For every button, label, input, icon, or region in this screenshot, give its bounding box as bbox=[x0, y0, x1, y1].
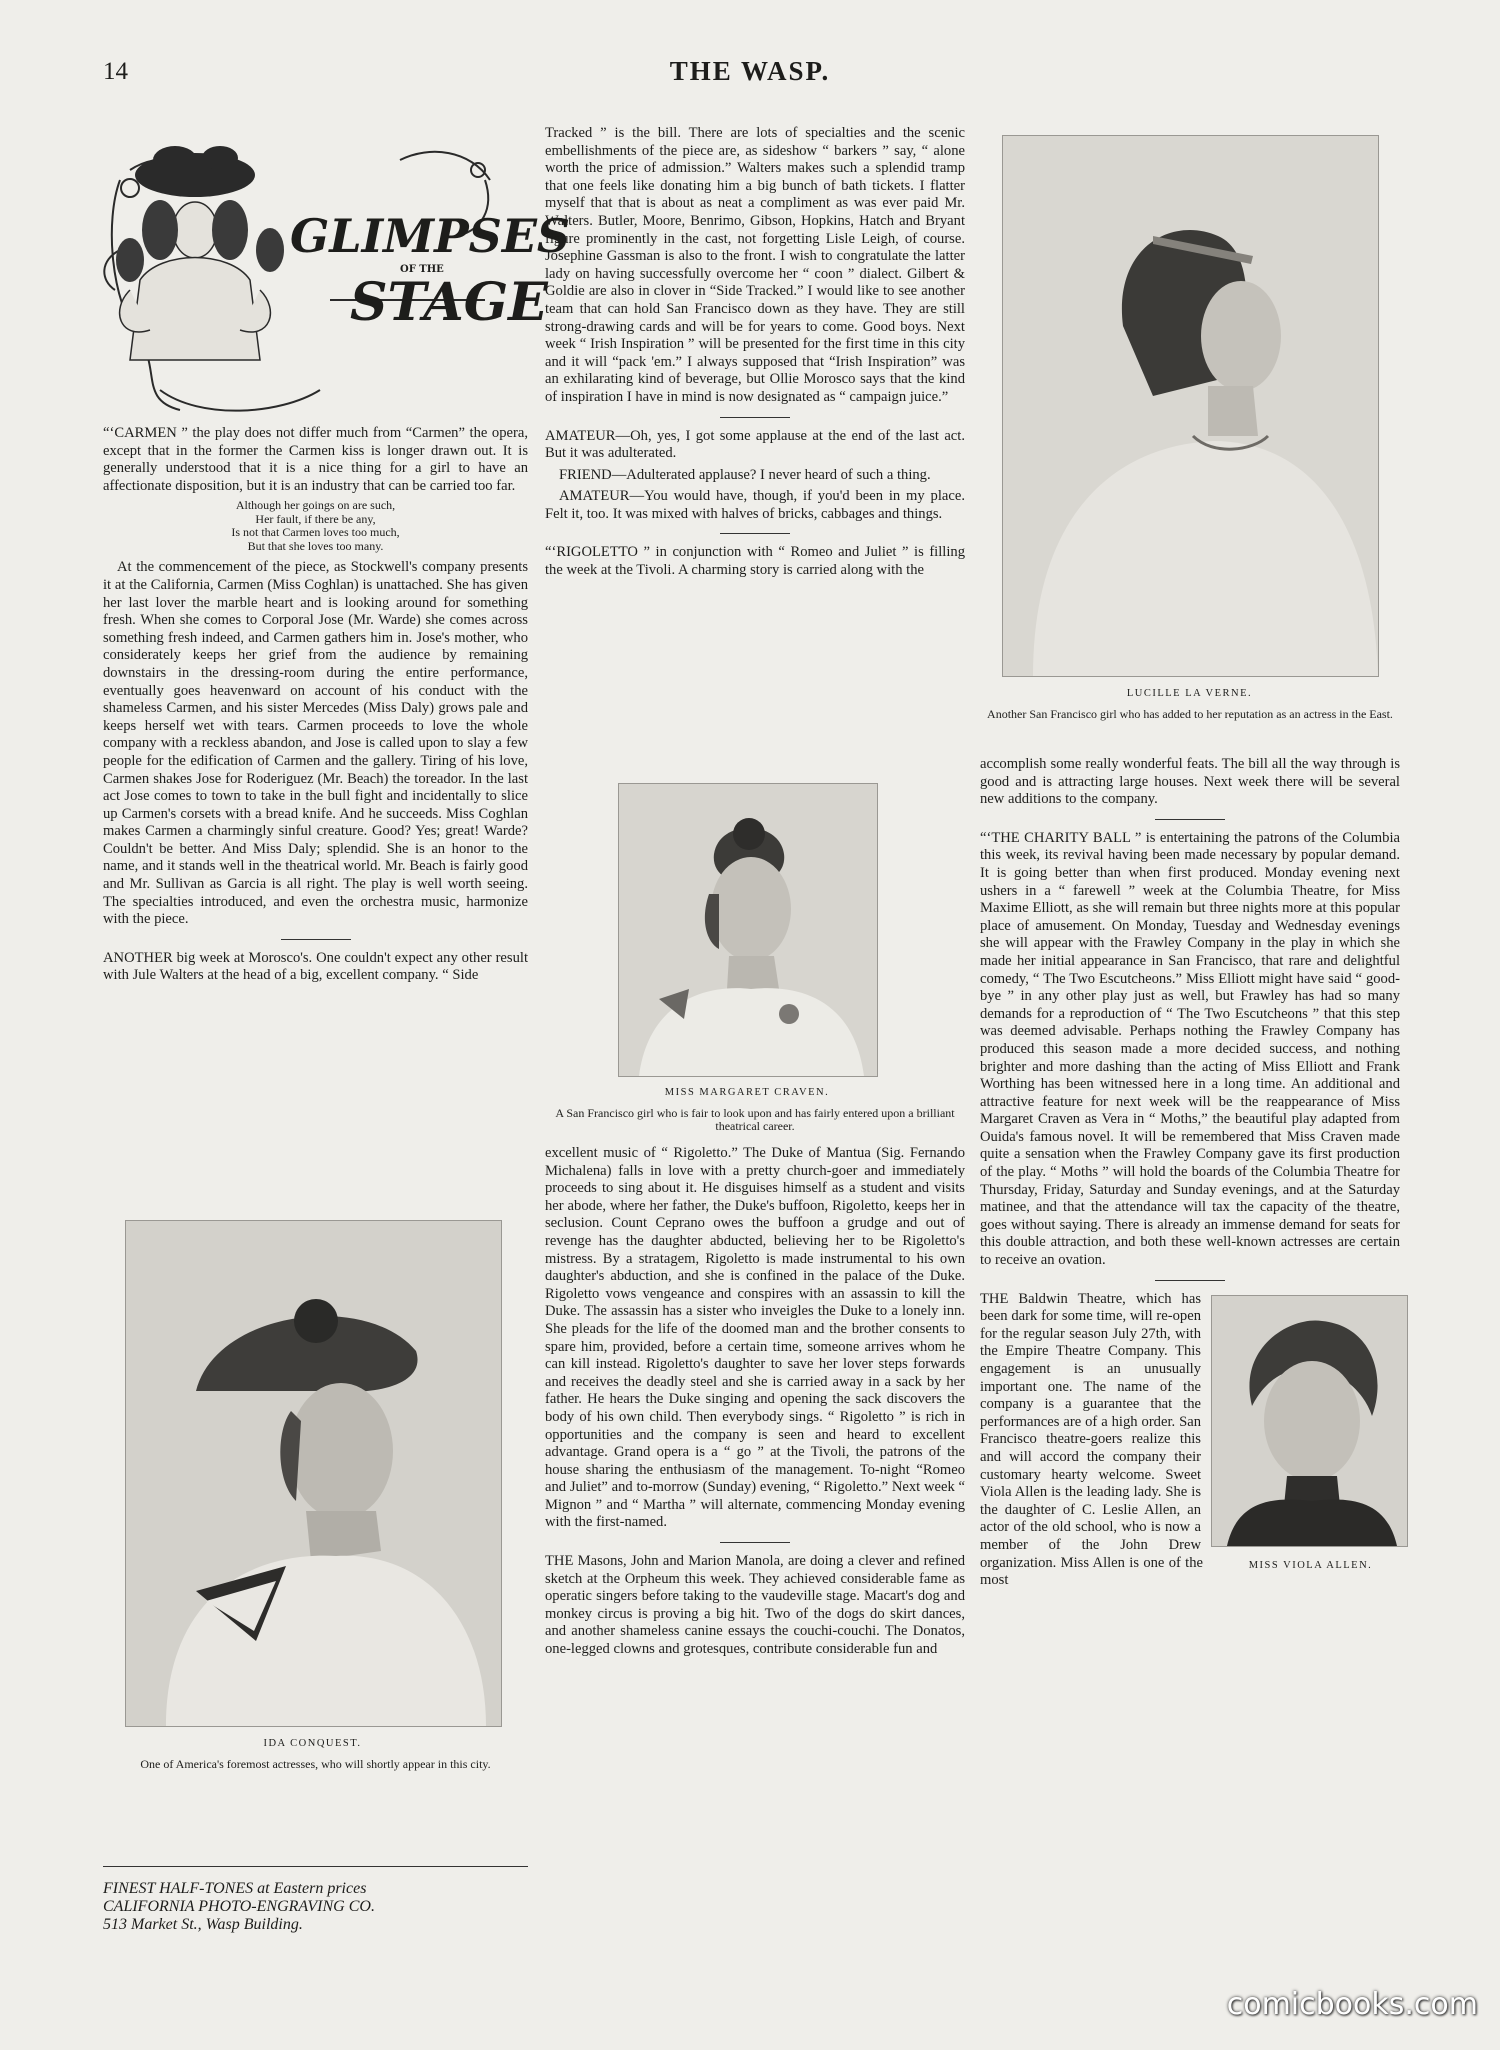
amateur-dialogue-2: AMATEUR—You would have, though, if you'd been in my place. Felt it, too. It was mixed with halves of bricks, cabbages and things. bbox=[545, 488, 965, 522]
section-divider bbox=[720, 417, 790, 418]
amateur-dialogue-1: AMATEUR—Oh, yes, I got some applause at the end of the last act. But it was adulterated. bbox=[545, 427, 965, 462]
section-divider bbox=[1155, 819, 1225, 820]
advertisement bbox=[103, 1880, 528, 1934]
morosco-paragraph: ANOTHER big week at Morosco's. One couldn't expect any other result with Jule Walters at the head of a big, excellent company. “ Side bbox=[103, 949, 528, 984]
photo-caption-name: MISS MARGARET CRAVEN. bbox=[664, 1087, 830, 1098]
section-divider bbox=[720, 1542, 790, 1543]
carmen-paragraph-2: At the commencement of the piece, as Stockwell's company presents it at the California, Carmen (Miss Coghlan) is unattached. She has given her last lover the marble heart and is looking around for something fresh. When she comes to Corporal Jose (Mr. Warde) she comes across something fresh indeed, and Carmen gathers him in. Jose's mother, who considerately keeps her grief from the audience by remaining downstairs in the dressing-room during the entire performance, eventually goes heavenward on account of his conduct with the shameless Carmen, and his sister Mercedes (Miss Daly) grows pale and keeps herself wet with tears. Carmen proceeds to love the whole company with a reckless abandon, and Jose is called upon to slay a few people for the edification of Carmen and the gallery. Tiring of his love, Carmen shakes Jose for Roderiguez (Mr. Beach) the toreador. In the last act Jose comes to town to take in the bull fight and incidentally to slice up Carmen's corsets with a bread knife. And he succeeds. Miss Coghlan makes Carmen a charmingly sinful creature. Good? Yes; great! Warde? Couldn't be better. And Miss Daly; splendid. She is an honor to the name, and it stands well in the theatrical world. Mr. Beach is fairly good and Mr. Sullivan as Garcia is all right. The play is well worth seeing. The specialties introduced, and even the orchestra music, harmonize with the piece. bbox=[103, 559, 528, 928]
section-divider bbox=[720, 533, 790, 534]
watermark: comicbooks.com bbox=[1226, 1987, 1478, 2022]
photo-caption-name: IDA CONQUEST. bbox=[263, 1738, 362, 1749]
page-number: 14 bbox=[103, 58, 128, 85]
title-stage: STAGE bbox=[350, 272, 548, 333]
section-divider bbox=[281, 939, 351, 940]
column-2-bottom bbox=[545, 1145, 965, 1663]
photo-viola-allen bbox=[1211, 1295, 1408, 1547]
side-tracked-paragraph: Tracked ” is the bill. There are lots of specialties and the scenic embellishments of the piece are, as sideshow “ barkers ” say, “ alone worth the price of admission.” Walters makes such a splendid tramp that one feels like donating him a big bunch of bath tickets. I flatter myself that that is about as neat a compliment as was ever paid Mr. Walters. Butler, Moore, Benrimo, Gibson, Hopkins, Hatch and Bryant figure prominently in the cast, not forgetting Lisle Leigh, of course. Josephine Gassman is also to the front. I wish to congratulate the latter lady on having successfully overcome her “ coon ” dialect. Gilbert & Goldie are also in clover in “Side Tracked.” I would like to see another team that can hold San Francisco down as they have. They are still strong-drawing cards and will be for years to come. Good boys. Next week “ Irish Inspiration ” will be presented for the first time in this city and it will “pack 'em.” I always supposed that “Irish Inspiration” was an exhilarating kind of beverage, but Ollie Morosco says that the kind of inspiration I have in mind is now designated as “ campaign juice.” bbox=[545, 125, 965, 405]
column-3 bbox=[980, 756, 1400, 1594]
section-divider bbox=[1155, 1280, 1225, 1281]
photo-caption-description: Another San Francisco girl who has added to her reputation as an actress in the East. bbox=[987, 707, 1393, 721]
ad-line-2: CALIFORNIA PHOTO-ENGRAVING CO. bbox=[103, 1898, 375, 1915]
accomplish-paragraph: accomplish some really wonderful feats. The bill all the way through is good and is attracting large houses. Next week there will be several new additions to the company. bbox=[980, 756, 1400, 808]
masons-paragraph: THE Masons, John and Marion Manola, are doing a clever and refined sketch at the Orpheum this week. They achieved considerable fame as operatic singers before taking to the vaudeville stage. Macart's dog and monkey circus is proving a big hit. Two of the dogs do skirt dances, and another shameless canine essays the couchi-couchi. The Donatos, one-legged clowns and grotesques, contribute considerable fun and bbox=[545, 1553, 965, 1658]
photo-lucille-la-verne bbox=[1002, 135, 1379, 677]
charity-ball-paragraph: “‘THE CHARITY BALL ” is entertaining the patrons of the Columbia this week, its revival having been made necessary by popular demand. It is going better than when first produced. Monday evening next ushers in a “ farewell ” week at the Columbia Theatre, for Miss Maxime Elliott, as she will remain but three nights more at this popular place of amusement. On Monday, Tuesday and Wednesday evenings she will appear with the Frawley Company in the play in which she made her initial appearance in San Francisco, that rare and delightful comedy, “ The Two Escutcheons.” Miss Elliott might have said “ good-bye ” in any other play just as well, but Frawley has had so many demands for a reproduction of “ The Two Escutcheons ” that this step was deemed advisable. Perhaps nothing the Frawley Company has produced this season made a more decided success, and nothing brighter and more dashing than the acting of Miss Elliott and Frank Worthing has been witnessed here in a long time. An additional and attractive feature for next week will be the reappearance of Miss Margaret Craven as Vera in “ Moths,” the beautiful play adapted from Ouida's famous novel. It will be remembered that Miss Craven made quite a sensation when the Frawley Company gave its first production of the play. “ Moths ” will hold the boards of the Columbia Theatre for Thursday, Friday, Saturday and Sunday evenings, and at the Saturday matinee, and that the attendance will tax the capacity of the theatre, goes without saying. There is already an immense demand for seats for this double attraction, and both these well-known actresses are certain to receive an ovation. bbox=[980, 829, 1400, 1269]
carmen-poem bbox=[103, 499, 528, 553]
column-2-top bbox=[545, 125, 965, 584]
poem-line: Her fault, if there be any, bbox=[255, 511, 376, 526]
rigoletto-paragraph-2: excellent music of “ Rigoletto.” The Duke of Mantua (Sig. Fernando Michalena) falls in love with a pretty church-goer and immediately proceeds to sing about it. He disguises himself as a student and visits her abode, where her father, the Duke's buffoon, Rigoletto, keeps her in seclusion. Count Ceprano owes the buffoon a grudge and out of revenge has the daughter abducted, believing her to be Rigoletto's mistress. By a stratagem, Rigoletto is made instrumental to his own daughter's abduction, and she is confined in the palace of the Duke. Rigoletto vows vengeance and conspires with an assassin to kill the Duke. The assassin has a sister who inveigles the Duke to a lonely inn. She pleads for the life of the doomed man and the brother consents to spare him, provided, before a certain time, someone arrives whom he can kill instead. Rigoletto's daughter to save her lover steps forwards and receives the deadly steel and she is carried away in a sack by her father. He hears the Duke singing and opening the sack discovers the body of his own child. Then everybody sings. “ Rigoletto ” is rich in opportunities and the company is seen and heard to excellent advantage. Grand opera is a “ go ” at the Tivoli, the patrons of the house sharing the enthusiasm of the management. To-night “Romeo and Juliet” and to-morrow (Sunday) evening, “ Rigoletto.” Next week “ Mignon ” and “ Martha ” will alternate, commencing Monday evening with the first-named. bbox=[545, 1145, 965, 1531]
photo-caption-description: A San Francisco girl who is fair to look upon and has fairly entered upon a brilliant theatrical career. bbox=[555, 1106, 955, 1133]
friend-dialogue: FRIEND—Adulterated applause? I never heard of such a thing. bbox=[559, 466, 931, 483]
carmen-paragraph-1: “‘CARMEN ” the play does not differ much from “Carmen” the opera, except that in the former the Carmen kiss is longer drawn out. It is generally understood that it is a nice thing for a girl to have an affectionate disposition, but it is an industry that can be carried too far. bbox=[103, 425, 528, 494]
masthead: THE WASP. bbox=[669, 56, 831, 86]
ornament-icon bbox=[100, 140, 571, 425]
photo-margaret-craven bbox=[618, 783, 878, 1077]
svg-text:OF THE: OF THE bbox=[400, 264, 444, 275]
ad-line-3: 513 Market St., Wasp Building. bbox=[103, 1916, 303, 1933]
poem-line: But that she loves too many. bbox=[247, 538, 384, 553]
rigoletto-paragraph-1: “‘RIGOLETTO ” in conjunction with “ Romeo and Juliet ” is filling the week at the Tivoli. A charming story is carried along with the bbox=[545, 544, 965, 579]
ad-line-1: FINEST HALF-TONES at Eastern prices bbox=[103, 1880, 367, 1897]
baldwin-paragraph: THE Baldwin Theatre, which has been dark for some time, will re-open for the regular season July 27th, with the Empire Theatre Company. This engagement is an unusually important one. The name of the company is a guarantee that the performances are of a high order. San Francisco theatre-goers realize this and will accord the company their customary hearty welcome. Sweet Viola Allen is the leading lady. She is the daughter of C. Leslie Allen, an actor of the old school, who is now a member of the John Drew organization. Miss Allen is one of the most bbox=[980, 1290, 1203, 1589]
title-glimpses: GLIMPSES bbox=[290, 209, 571, 263]
column-1 bbox=[103, 425, 528, 989]
photo-caption-description: One of America's foremost actresses, who will shortly appear in this city. bbox=[140, 1757, 491, 1771]
section-header-illustration bbox=[100, 140, 571, 425]
poem-line: Is not that Carmen loves too much, bbox=[231, 525, 400, 540]
ad-divider bbox=[103, 1866, 528, 1867]
poem-line: Although her goings on are such, bbox=[235, 498, 396, 513]
photo-caption-name: LUCILLE LA VERNE. bbox=[1126, 688, 1253, 699]
photo-caption-name: MISS VIOLA ALLEN. bbox=[1248, 1559, 1373, 1571]
photo-ida-conquest bbox=[125, 1220, 502, 1727]
